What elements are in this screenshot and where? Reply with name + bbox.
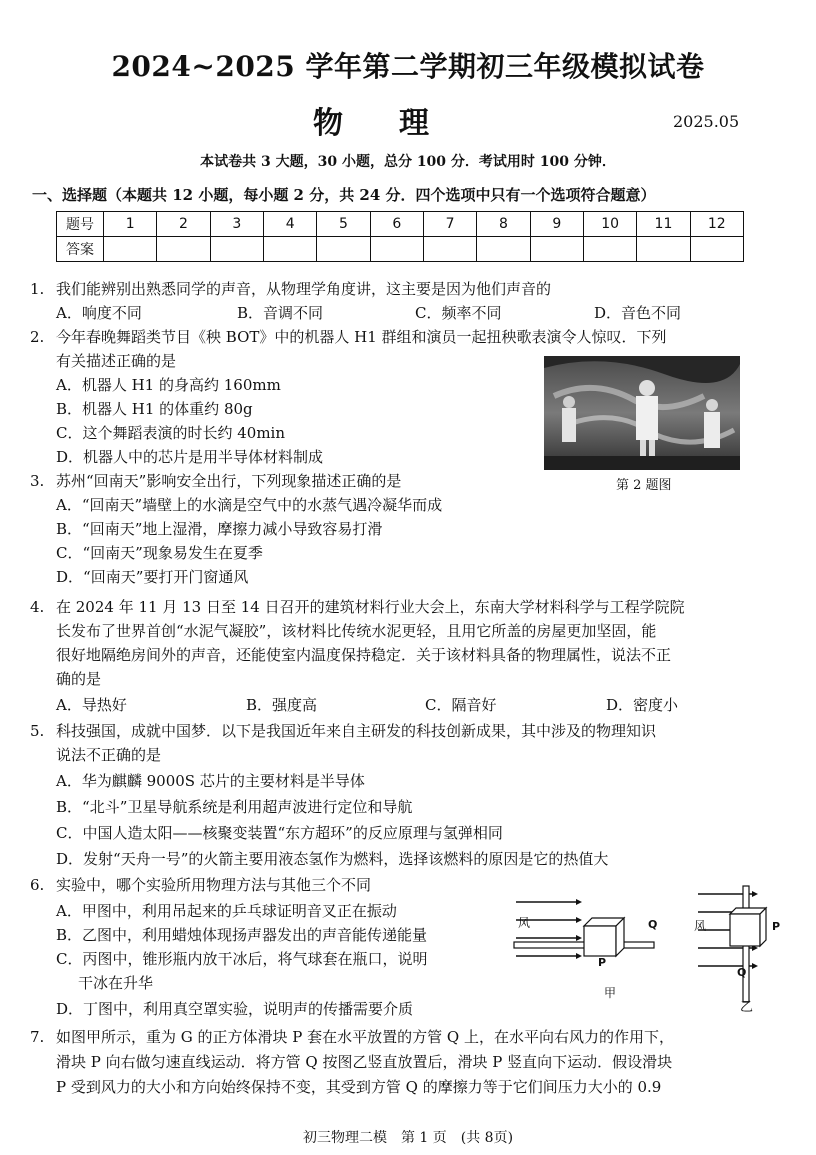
question-5-stem-cont: 说法不正确的是 [56, 746, 162, 764]
fig-yi-q-label: Q [737, 966, 747, 979]
fig-jia-wind-label: 风 [518, 916, 531, 930]
answer-table-number: 9 [530, 212, 583, 237]
question-5-stem [30, 719, 656, 743]
q5-option-a[interactable]: A．华为麒麟 9000S 芯片的主要材料是半导体 [56, 772, 365, 790]
q1-option-d[interactable]: D．音色不同 [594, 304, 682, 322]
answer-table-number: 8 [477, 212, 530, 237]
question-2-stem-cont: 有关描述正确的是 [56, 352, 177, 370]
question-text: 苏州“回南天”影响安全出行，下列现象描述正确的是 [56, 472, 402, 490]
answer-cell[interactable] [530, 237, 583, 262]
question-number: 1. [30, 280, 45, 298]
q2-option-c[interactable]: C．这个舞蹈表演的时长约 40min [56, 424, 286, 442]
question-text: 我们能辨别出熟悉同学的声音，从物理学角度讲，这主要是因为他们声音的 [56, 280, 552, 298]
fig-yi-p-label: P [772, 920, 781, 933]
question-4-stem-cont: 长发布了世界首创“水泥气凝胶”，该材料比传统水泥更轻，且用它所盖的房屋更加坚固，能 [56, 622, 657, 640]
question-4-stem-cont: 很好地隔绝房间外的声音，还能使室内温度保持稳定．关于该材料具备的物理属性，说法不正 [56, 646, 672, 664]
question-4-stem [30, 595, 685, 619]
q1-option-a[interactable]: A．响度不同 [56, 304, 142, 322]
page-footer: 初三物理二模 第 1 页 (共 8页) [302, 1130, 514, 1146]
q4-option-d[interactable]: D．密度小 [606, 696, 679, 714]
q2-option-d[interactable]: D．机器人中的芯片是用半导体材料制成 [56, 448, 324, 466]
answer-table-number-label: 题号 [57, 212, 104, 237]
answer-table-answer-label: 答案 [57, 237, 104, 262]
answer-table [56, 211, 744, 262]
q6-option-a[interactable]: A．甲图中，利用吊起来的乒乓球证明音叉正在振动 [56, 902, 397, 920]
robot-dance-photo-graphic [544, 356, 740, 470]
q3-option-c[interactable]: C．“回南天”现象易发生在夏季 [56, 544, 263, 562]
answer-cell[interactable] [317, 237, 370, 262]
q6-option-c-cont: 干冰在升华 [78, 974, 154, 992]
answer-cell[interactable] [423, 237, 476, 262]
fig-jia-q-label: Q [648, 918, 658, 931]
answer-table-number-row [57, 212, 744, 237]
subject-title: 物理 [313, 106, 485, 141]
answer-cell[interactable] [370, 237, 423, 262]
question-number: 2. [30, 328, 45, 346]
answer-cell[interactable] [583, 237, 636, 262]
answer-cell[interactable] [637, 237, 690, 262]
q4-option-b[interactable]: B．强度高 [246, 696, 318, 714]
q5-option-b[interactable]: B．“北斗”卫星导航系统是利用超声波进行定位和导航 [56, 798, 413, 816]
exam-instructions: 本试卷共 3 大题，30 小题，总分 100 分．考试用时 100 分钟． [200, 154, 616, 170]
answer-table-number: 6 [370, 212, 423, 237]
question-2-stem [30, 325, 667, 349]
figure-yi [698, 886, 766, 1002]
section-heading-choice: 一、选择题（本题共 12 小题，每小题 2 分，共 24 分．四个选项中只有一个选项符合题意） [32, 186, 656, 204]
question-text: 在 2024 年 11 月 13 日至 14 日召开的建筑材料行业大会上，东南大学材料科学与工程学院院 [56, 598, 685, 616]
q2-option-a[interactable]: A．机器人 H1 的身高约 160mm [56, 376, 281, 394]
question-number: 4. [30, 598, 45, 616]
answer-cell[interactable] [157, 237, 210, 262]
q4-option-c[interactable]: C．隔音好 [425, 696, 497, 714]
question-text: 如图甲所示，重为 G 的正方体滑块 P 套在水平放置的方管 Q 上，在水平向右风力的作用下， [56, 1028, 674, 1046]
answer-table-number: 11 [637, 212, 690, 237]
question-7-stem-cont: P 受到风力的大小和方向始终保持不变，其受到方管 Q 的摩擦力等于它们间压力大小的 0.9 [56, 1078, 662, 1096]
q2-figure-caption: 第 2 题图 [616, 478, 672, 493]
fig-yi-caption: 乙 [740, 1000, 754, 1015]
question-7-stem [30, 1025, 674, 1049]
question-number: 6. [30, 876, 45, 894]
answer-cell[interactable] [690, 237, 743, 262]
question-number: 5. [30, 722, 45, 740]
question-3-stem [30, 469, 401, 493]
exam-title: 2024~2025 学年第二学期初三年级模拟试卷 [111, 50, 705, 83]
answer-table-number: 2 [157, 212, 210, 237]
figure-jia [514, 899, 654, 959]
q6-option-d[interactable]: D．丁图中，利用真空罩实验，说明声的传播需要介质 [56, 1000, 414, 1018]
q5-option-d[interactable]: D．发射“天舟一号”的火箭主要用液态氢作为燃料，选择该燃料的原因是它的热值大 [56, 850, 609, 868]
q7-figure-diagram [512, 880, 796, 1020]
answer-cell[interactable] [210, 237, 263, 262]
question-text: 实验中，哪个实验所用物理方法与其他三个不同 [56, 876, 372, 894]
question-6-stem [30, 873, 371, 897]
question-number: 7. [30, 1028, 45, 1046]
fig-jia-caption: 甲 [604, 986, 617, 1000]
q3-option-a[interactable]: A．“回南天”墙壁上的水滴是空气中的水蒸气遇冷凝华而成 [56, 496, 443, 514]
question-text: 今年春晚舞蹈类节目《秧 BOT》中的机器人 H1 群组和演员一起扭秧歌表演令人惊叹．下列 [56, 328, 667, 346]
q2-robot-dance-photo [544, 356, 740, 470]
answer-table-number: 10 [583, 212, 636, 237]
q6-option-c[interactable]: C．丙图中，锥形瓶内放干冰后，将气球套在瓶口，说明 [56, 950, 428, 968]
question-4-stem-cont: 确的是 [56, 670, 102, 688]
question-1-stem [30, 277, 551, 301]
answer-cell[interactable] [263, 237, 316, 262]
q3-option-d[interactable]: D．“回南天”要打开门窗通风 [56, 568, 249, 586]
question-text: 科技强国，成就中国梦．以下是我国近年来自主研发的科技创新成果，其中涉及的物理知识 [56, 722, 657, 740]
answer-table-number: 1 [104, 212, 157, 237]
fig-yi-wind-label: 风 [694, 919, 707, 933]
fig-jia-p-label: P [598, 956, 607, 969]
exam-date: 2025.05 [673, 112, 740, 131]
question-7-stem-cont: 滑块 P 向右做匀速直线运动．将方管 Q 按图乙竖直放置后，滑块 P 竖直向下运动．假设滑块 [56, 1053, 673, 1071]
answer-cell[interactable] [477, 237, 530, 262]
q4-option-a[interactable]: A．导热好 [56, 696, 127, 714]
answer-table-number: 3 [210, 212, 263, 237]
q1-option-c[interactable]: C．频率不同 [415, 304, 502, 322]
q3-option-b[interactable]: B．“回南天”地上湿滑，摩擦力减小导致容易打滑 [56, 520, 383, 538]
answer-cell[interactable] [104, 237, 157, 262]
answer-table-number: 4 [263, 212, 316, 237]
q5-option-c[interactable]: C．中国人造太阳——核聚变装置“东方超环”的反应原理与氢弹相同 [56, 824, 503, 842]
answer-table-number: 12 [690, 212, 743, 237]
answer-table-number: 7 [423, 212, 476, 237]
question-number: 3. [30, 472, 45, 490]
q1-option-b[interactable]: B．音调不同 [237, 304, 324, 322]
answer-table-answer-row [57, 237, 744, 262]
q6-option-b[interactable]: B．乙图中，利用蜡烛体现扬声器发出的声音能传递能量 [56, 926, 428, 944]
q2-option-b[interactable]: B．机器人 H1 的体重约 80g [56, 400, 253, 418]
answer-table-number: 5 [317, 212, 370, 237]
